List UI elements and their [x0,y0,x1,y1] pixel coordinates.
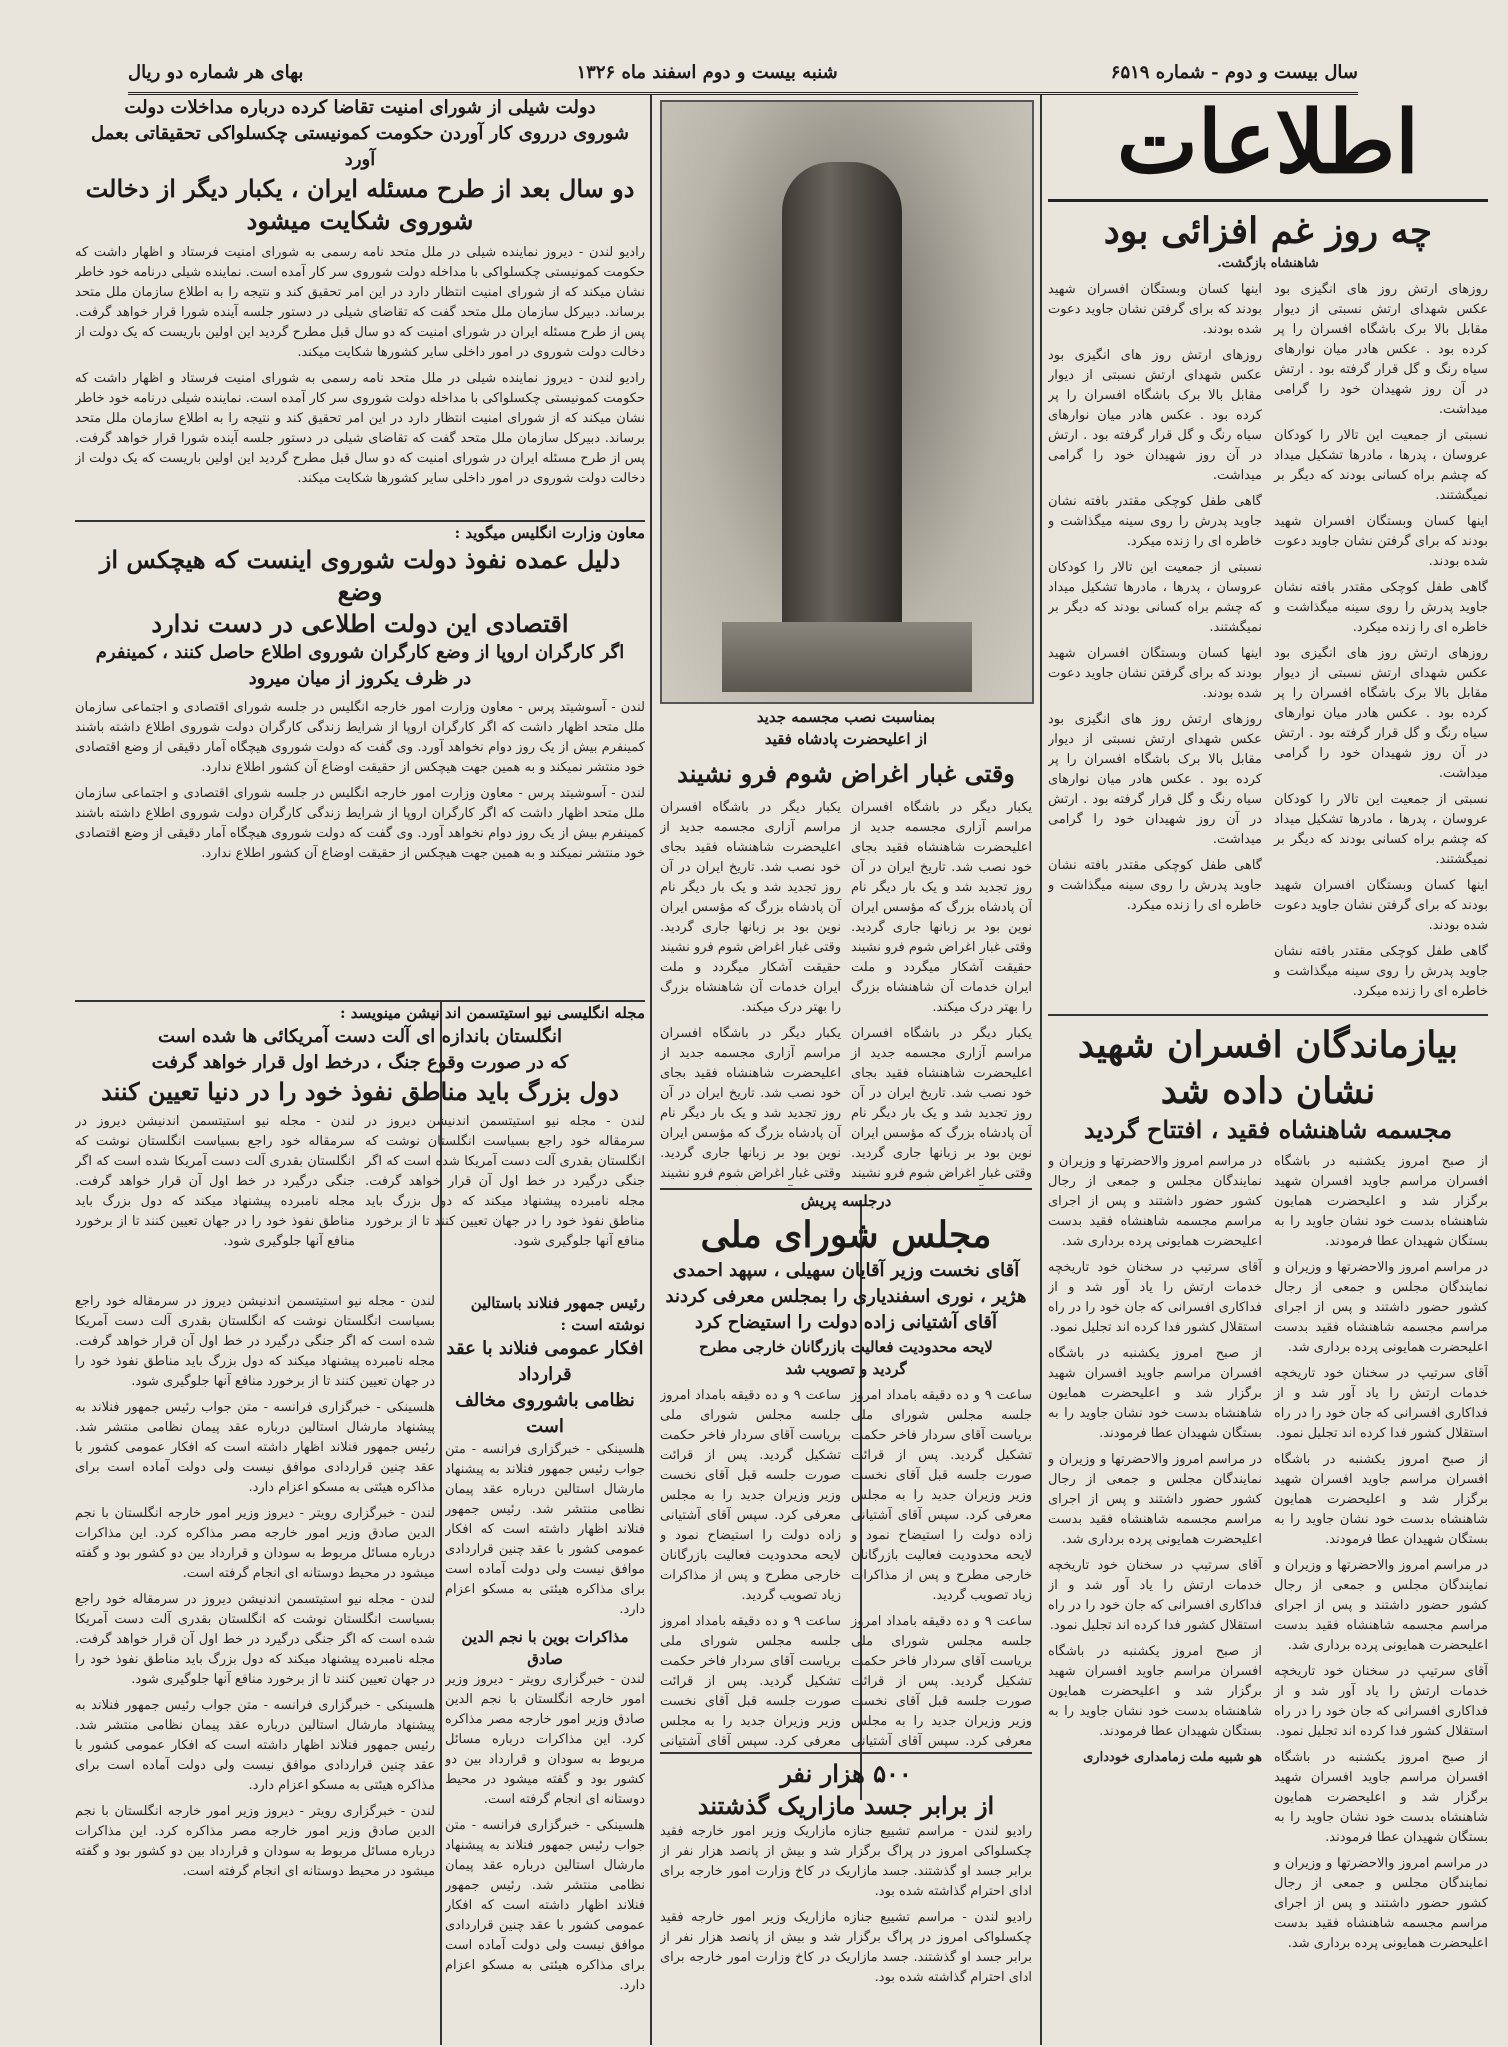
photo-caption-2: از اعلیحضرت پادشاه فقید [764,730,928,748]
paragraph: رادیو لندن - دیروز نماینده شیلی در ملل متحد نامه رسمی به شورای امنیت فرستاد و اظهار داشت که حکومت کمونیستی چکسلواکی با مداخله دولت شوروی سر کار آمده است. نماینده شیلی درنامه خود خاطر نشان میکند که از شورای امنیت انتظار دارد در این امر تحقیق کند و نتیجه را به اطلاع سازمان ملل متحد برساند. دبیرکل سازمان ملل متحد گفت که تقاضای شیلی در دستور جلسه آینده شورا قرار خواهد گرفت. پس از طرح مسئله ایران در شورای امنیت که دو سال قبل مطرح گردید این اولین باریست که یک دولت از دخالت دولت شوروی در امور داخلی سایر کشورها شکایت میکند. [75,245,645,360]
paragraph: یکبار دیگر در باشگاه افسران مراسم آزاری مجسمه جدید از اعلیحضرت شاهنشاه فقید بجای خود نصب شد. تاریخ ایران در آن روز تجدید شد و یک بار دیگر نام آن پادشاه بزرگ که مؤسس ایران نوین بود بر زبانها جاری گردید. وقتی غبار اغراض شوم فرو نشیند حقیقت آشکار میگردد و ملت ایران خدمات آن شاهنشاه بزرگ را بهتر درک میکند. [660,800,841,1015]
paragraph: گاهی طفل کوچکی مقتدر بافته نشان جاوید پدرش را روی سینه میگذاشت و خاطره ای را زنده میکرد. [1048,494,1262,549]
paragraph: یکبار دیگر در باشگاه افسران مراسم آزاری مجسمه جدید از اعلیحضرت شاهنشاه فقید بجای خود نصب شد. تاریخ ایران در آن روز تجدید شد و یک بار دیگر نام آن پادشاه بزرگ که مؤسس ایران نوین بود بر زبانها جاری گردید. وقتی غبار اغراض شوم فرو نشیند [851,1026,1032,1181]
headline: شوروی درروی کار آوردن حکومت کمونیستی چکسلواکی تحقیقاتی بعمل آورد [91,123,629,170]
headline: که در صورت وقوع جنگ ، درخط اول قرار خواهد گرفت [151,1052,569,1073]
paragraph: از صبح امروز یکشنبه در باشگاه افسران مراسم جاوید افسران شهید برگزار شد و اعلیحضرت همایون شاهنشاه بدست خود نشان جاوید را به بستگان شهیدان عطا فرمودند. [1274,1154,1488,1249]
headline: نظامی باشوروی مخالف است [455,1390,635,1437]
headline: چه روز غم افزائی بود [1103,210,1433,252]
headline: در ظرف یکروز از میان میرود [248,668,472,689]
majlis-sub: گردید و تصویب شد [785,1360,907,1378]
masaryk-headline-2: از برابر جسد مازاریک گذشتند [697,1791,995,1820]
footer-line: هو شبیه ملت زمامداری خودداری [1083,1750,1262,1765]
headline: اقتصادی این دولت اطلاعی در دست ندارد [151,609,569,638]
headline: اگر کارگران اروپا از وضع کارگران شوروی اطلاع حاصل کنند ، کمینفرم [95,642,625,663]
subline: شاهنشاه بازگشت. [1217,256,1319,271]
paragraph: هلسینکی - خبرگزاری فرانسه - متن جواب رئیس جمهور فنلاند به پیشنهاد مارشال استالین درباره عقد پیمان نظامی منتشر شد. رئیس جمهور فنلاند اظهار داشته است که افکار عمومی کشور با عقد چنین قراردادی موافق نیست ولی دولت آماده است برای مذاکره هیئتی به مسکو اعزام دارد. [75,1400,435,1495]
paragraph: در مراسم امروز والاحضرتها و وزیران و نمایندگان مجلس و جمعی از رجال کشور حضور داشتند و پس از اجرای مراسم مجسمه شاهنشاه فقید بدست اعلیحضرت همایونی پرده برداری شد. [1048,1452,1262,1547]
headline-2: بیازماندگان افسران شهید [1077,1024,1459,1066]
paragraph: در مراسم امروز والاحضرتها و وزیران و نمایندگان مجلس و جمعی از رجال کشور حضور داشتند و پس از اجرای مراسم مجسمه شاهنشاه فقید بدست اعلیحضرت همایونی پرده برداری شد. [1274,1856,1488,1951]
article-new-statesman [75,1000,645,1292]
left-filler-column [75,1292,435,2032]
paragraph: از صبح امروز یکشنبه در باشگاه افسران مراسم جاوید افسران شهید برگزار شد و اعلیحضرت همایون شاهنشاه بدست خود نشان جاوید را به بستگان شهیدان عطا فرمودند. [1274,1750,1488,1845]
headline: دو سال بعد از طرح مسئله ایران ، یکبار دیگر از دخالت [85,174,635,203]
masaryk-article [660,1752,1032,2034]
paragraph: لندن - مجله نیو استیتسمن اندنیشن دیروز در سرمقاله خود راجع بسیاست انگلستان نوشت که انگلستان بقدری آلت دست آمریکا شده است که اگر جنگی درگیرد در خط اول آن قرار خواهد گرفت. مجله نامبرده پیشنهاد میکند که دول بزرگ باید مناطق نفوذ خود را در جهان تعیین کنند تا از برخورد منافع آنها جلوگیری شود. [75,1592,435,1687]
paragraph: در مراسم امروز والاحضرتها و وزیران و نمایندگان مجلس و جمعی از رجال کشور حضور داشتند و پس از اجرای مراسم مجسمه شاهنشاه فقید بدست اعلیحضرت همایونی پرده برداری شد. [1274,1558,1488,1653]
paragraph: در مراسم امروز والاحضرتها و وزیران و نمایندگان مجلس و جمعی از رجال کشور حضور داشتند و پس از اجرای مراسم مجسمه شاهنشاه فقید بدست اعلیحضرت همایونی پرده برداری شد. [1274,1260,1488,1355]
paragraph: رادیو لندن - مراسم تشییع جنازه مازاریک وزیر امور خارجه فقید چکسلواکی امروز در پراگ برگزار شد و بیش از پانصد هزار نفر از برابر جسد او گذشتند. جسد مازاریک در کاخ وزارت امور خارجه برای ادای احترام گذاشته شده بود. [660,1824,1032,1899]
issue-date: شنبه بیست و دوم اسفند ماه ۱۳۲۶ [576,61,838,83]
paragraph: از صبح امروز یکشنبه در باشگاه افسران مراسم جاوید افسران شهید برگزار شد و اعلیحضرت همایون شاهنشاه بدست خود نشان جاوید را به بستگان شهیدان عطا فرمودند. [1274,1452,1488,1547]
headline: شوروی شکایت میشود [246,206,474,235]
paragraph: آقای سرتیپ در سخنان خود تاریخچه خدمات ارتش را یاد آور شد و از فداکاری افسرانی که جان خود را در راه استقلال کشور فدا کرده اند تجلیل نمود. [1048,1558,1262,1633]
statue-photo [660,100,1034,704]
paragraph: از صبح امروز یکشنبه در باشگاه افسران مراسم جاوید افسران شهید برگزار شد و اعلیحضرت همایون شاهنشاه بدست خود نشان جاوید را به بستگان شهیدان عطا فرمودند. [1048,1644,1262,1739]
right-column [1048,95,1488,2045]
paragraph: لندن - خبرگزاری رویتر - دیروز وزیر امور خارجه انگلستان با نجم الدین صادق وزیر امور خارجه مصر مذاکره کرد. این مذاکرات درباره مسائل مربوط به سودان و قرارداد بین دو کشور بود و گفته میشود در محیط دوستانه ای انجام گرفته است. [75,1506,435,1581]
paragraph: لندن - خبرگزاری رویتر - دیروز وزیر امور خارجه انگلستان با نجم الدین صادق وزیر امور خارجه مصر مذاکره کرد. این مذاکرات درباره مسائل مربوط به سودان و قرارداد بین دو کشور بود و گفته میشود در محیط دوستانه ای انجام گرفته است. [445,1672,645,1807]
headline: دول بزرگ باید مناطق نفوذ خود را در دنیا تعیین کنند [101,1077,619,1106]
paragraph: از صبح امروز یکشنبه در باشگاه افسران مراسم جاوید افسران شهید برگزار شد و اعلیحضرت همایون شاهنشاه بدست خود نشان جاوید را به بستگان شهیدان عطا فرمودند. [1048,1346,1262,1441]
center-column [660,706,1032,1186]
top-article [75,95,645,515]
subheadline: مذاکرات بوین با نجم الدین صادق [461,1628,629,1668]
paragraph: روزهای ارتش روز های انگیزی بود عکس شهدای ارتش نسبتی از دیوار مقابل بالا برک باشگاه افسران را پر کرده بود . عکس هادر میان نوارهای سیاه رنگ و گل قرار گرفته بود . ارتش در آن روز شهیدان خود را گرامی میداشت. [1048,712,1262,847]
majlis-sub: آقای آشتیانی زاده دولت را استیضاح کرد [694,1312,998,1333]
paragraph: لندن - آسوشیتد پرس - معاون وزارت امور خارجه انگلیس در جلسه شورای اقتصادی و اجتماعی سازمان ملل متحد اظهار داشت که اگر کارگران اروپا از شرایط زندگی کارگران دولت شوروی اطلاع داشته باشند کمینفرم بیش از یک روز دوام نخواهد آورد. وی گفت که دولت شوروی هیچگاه آمار دقیقی از وضع اقتصادی خود منتشر نمیکند و به همین جهت هیچکس از حقیقت اوضاع آن کشور اطلاع ندارد. [75,786,645,861]
statue-base [722,622,972,692]
paragraph: روزهای ارتش روز های انگیزی بود عکس شهدای ارتش نسبتی از دیوار مقابل بالا برک باشگاه افسران را پر کرده بود . عکس هادر میان نوارهای سیاه رنگ و گل قرار گرفته بود . ارتش در آن روز شهیدان خود را گرامی میداشت. [1274,282,1488,417]
column-rule [650,95,652,2045]
majlis-article [660,1188,1032,1750]
kicker: درجلسه پریش [800,1192,892,1210]
header-bar [128,52,1358,95]
photo-caption: بمناسبت نصب مجسمه جدید [756,708,936,726]
paragraph: یکبار دیگر در باشگاه افسران مراسم آزاری مجسمه جدید از اعلیحضرت شاهنشاه فقید بجای خود نصب شد. تاریخ ایران در آن روز تجدید شد و یک بار دیگر نام آن پادشاه بزرگ که مؤسس ایران نوین بود بر زبانها جاری گردید. وقتی غبار اغراض شوم فرو نشیند [660,1026,841,1181]
paragraph: روزهای ارتش روز های انگیزی بود عکس شهدای ارتش نسبتی از دیوار مقابل بالا برک باشگاه افسران را پر کرده بود . عکس هادر میان نوارهای سیاه رنگ و گل قرار گرفته بود . ارتش در آن روز شهیدان خود را گرامی میداشت. [1048,348,1262,483]
article-finland [445,1292,645,2032]
paragraph: لندن - مجله نیو استیتسمن اندنیشن دیروز در سرمقاله خود راجع بسیاست انگلستان نوشت که انگلستان بقدری آلت دست آمریکا شده است که اگر جنگی درگیرد در خط اول آن قرار خواهد گرفت. مجله نامبرده پیشنهاد میکند که دول بزرگ باید مناطق نفوذ خود را در جهان تعیین کنند تا از برخورد منافع آنها جلوگیری شود. [75,1294,435,1389]
paragraph: لندن - مجله نیو استیتسمن اندنیشن دیروز در سرمقاله خود راجع بسیاست انگلستان نوشت که انگلستان بقدری آلت دست آمریکا شده است که اگر جنگی درگیرد در خط اول آن قرار خواهد گرفت. مجله نامبرده پیشنهاد میکند که دول بزرگ باید مناطق نفوذ خود را در جهان تعیین کنند تا از برخورد منافع آنها جلوگیری شود. [75,1114,355,1249]
paragraph: ساعت ۹ و ده دقیقه بامداد امروز جلسه مجلس شورای ملی بریاست آقای سردار فاخر حکمت تشکیل گردید. پس از قرائت صورت جلسه قبل آقای نخست وزیر وزیران جدید را به مجلس معرفی کرد. سپس آقای آشتیانی [851,1614,1032,1749]
headline: دلیل عمده نفوذ دولت شوروی اینست که هیچکس از وضع [99,545,621,606]
paragraph: آقای سرتیپ در سخنان خود تاریخچه خدمات ارتش را یاد آور شد و از فداکاری افسرانی که جان خود را در راه استقلال کشور فدا کرده اند تجلیل نمود. [1048,1260,1262,1335]
headline-2b: نشان داده شد [1160,1070,1376,1112]
paragraph: گاهی طفل کوچکی مقتدر بافته نشان جاوید پدرش را روی سینه میگذاشت و خاطره ای را زنده میکرد. [1048,858,1262,913]
paragraph: اینها کسان وبستگان افسران شهید بودند که برای گرفتن نشان جاوید دعوت شده بودند. [1048,282,1262,337]
paragraph: روزهای ارتش روز های انگیزی بود عکس شهدای ارتش نسبتی از دیوار مقابل بالا برک باشگاه افسران را پر کرده بود . عکس هادر میان نوارهای سیاه رنگ و گل قرار گرفته بود . ارتش در آن روز شهیدان خود را گرامی میداشت. [1274,646,1488,781]
paragraph: هلسینکی - خبرگزاری فرانسه - متن جواب رئیس جمهور فنلاند به پیشنهاد مارشال استالین درباره عقد پیمان نظامی منتشر شد. رئیس جمهور فنلاند اظهار داشته است که افکار عمومی کشور با عقد چنین قراردادی موافق نیست ولی دولت آماده است برای مذاکره هیئتی به مسکو اعزام دارد. [445,1818,645,1993]
paragraph: آقای سرتیپ در سخنان خود تاریخچه خدمات ارتش را یاد آور شد و از فداکاری افسرانی که جان خود را در راه استقلال کشور فدا کرده اند تجلیل نمود. [1274,1366,1488,1441]
kicker: رئیس جمهور فنلاند باستالین نوشته است : [470,1294,645,1334]
majlis-sub: آقای نخست وزیر آقایان سهیلی ، سپهد احمدی [672,1260,1020,1281]
paragraph: لندن - مجله نیو استیتسمن اندنیشن دیروز در سرمقاله خود راجع بسیاست انگلستان نوشت که انگلستان بقدری آلت دست آمریکا شده است که اگر جنگی درگیرد در خط اول آن قرار خواهد گرفت. مجله نامبرده پیشنهاد میکند که دول بزرگ باید مناطق نفوذ خود را در جهان تعیین کنند تا از برخورد منافع آنها جلوگیری شود. [365,1114,645,1249]
paragraph: اینها کسان وبستگان افسران شهید بودند که برای گرفتن نشان جاوید دعوت شده بودند. [1048,646,1262,701]
paragraph: گاهی طفل کوچکی مقتدر بافته نشان جاوید پدرش را روی سینه میگذاشت و خاطره ای را زنده میکرد. [1274,944,1488,999]
paragraph: لندن - خبرگزاری رویتر - دیروز وزیر امور خارجه انگلستان با نجم الدین صادق وزیر امور خارجه مصر مذاکره کرد. این مذاکرات درباره مسائل مربوط به سودان و قرارداد بین دو کشور بود و گفته میشود در محیط دوستانه ای انجام گرفته است. [75,1804,435,1879]
center-headline: وقتی غبار اغراض شوم فرو نشیند [677,759,1015,788]
paragraph: رادیو لندن - دیروز نماینده شیلی در ملل متحد نامه رسمی به شورای امنیت فرستاد و اظهار داشت که حکومت کمونیستی چکسلواکی با مداخله دولت شوروی سر کار آمده است. نماینده شیلی درنامه خود خاطر نشان میکند که از شورای امنیت انتظار دارد در این امر تحقیق کند و نتیجه را به اطلاع سازمان ملل متحد برساند. دبیرکل سازمان ملل متحد گفت که تقاضای شیلی در دستور جلسه آینده شورا قرار خواهد گرفت. پس از طرح مسئله ایران در شورای امنیت که دو سال قبل مطرح گردید این اولین باریست که یک دولت از دخالت دولت شوروی در امور داخلی سایر کشورها شکایت میکند. [75,371,645,486]
paragraph: رادیو لندن - مراسم تشییع جنازه مازاریک وزیر امور خارجه فقید چکسلواکی امروز در پراگ برگزار شد و بیش از پانصد هزار نفر از برابر جسد او گذشتند. جسد مازاریک در کاخ وزارت امور خارجه برای ادای احترام گذاشته شده بود. [660,1910,1032,1985]
kicker: معاون وزارت انگلیس میگوید : [454,524,645,542]
majlis-sub: هژیر ، نوری اسفندیاری را بمجلس معرفی کردند [665,1286,1027,1307]
paragraph: گاهی طفل کوچکی مقتدر بافته نشان جاوید پدرش را روی سینه میگذاشت و خاطره ای را زنده میکرد. [1274,580,1488,635]
paragraph: لندن - آسوشیتد پرس - معاون وزارت امور خارجه انگلیس در جلسه شورای اقتصادی و اجتماعی سازمان ملل متحد اظهار داشت که اگر کارگران اروپا از شرایط زندگی کارگران دولت شوروی اطلاع داشته باشند کمینفرم بیش از یک روز دوام نخواهد آورد. وی گفت که دولت شوروی هیچگاه آمار دقیقی از وضع اقتصادی خود منتشر نمیکند و به همین جهت هیچکس از حقیقت اوضاع آن کشور اطلاع ندارد. [75,700,645,775]
headline: افکار عمومی فنلاند با عقد قرارداد [446,1338,644,1385]
headline-3: مجسمه شاهنشاه فقید ، افتتاح گردید [1083,1115,1453,1144]
paragraph: ساعت ۹ و ده دقیقه بامداد امروز جلسه مجلس شورای ملی بریاست آقای سردار فاخر حکمت تشکیل گردید. پس از قرائت صورت جلسه قبل آقای نخست وزیر وزیران جدید را به مجلس معرفی کرد. سپس آقای آشتیانی زاده دولت را استیضاح نمود و لایحه محدودیت فعالیت بازرگانان خارجی مطرح و پس از مذاکرات زیاد تصویب گردید. [851,1388,1032,1603]
kicker: مجله انگلیسی نیو استیتسمن اند نیشن مینویسد : [339,1004,645,1022]
article-uk-minister [75,520,645,997]
paragraph: ساعت ۹ و ده دقیقه بامداد امروز جلسه مجلس شورای ملی بریاست آقای سردار فاخر حکمت تشکیل گردید. پس از قرائت صورت جلسه قبل آقای نخست وزیر وزیران جدید را به مجلس معرفی کرد. سپس آقای آشتیانی [660,1614,841,1749]
paragraph: در مراسم امروز والاحضرتها و وزیران و نمایندگان مجلس و جمعی از رجال کشور حضور داشتند و پس از اجرای مراسم مجسمه شاهنشاه فقید بدست اعلیحضرت همایونی پرده برداری شد. [1048,1154,1262,1249]
statue-figure [782,162,902,632]
paragraph: نسبتی از جمعیت این تالار را کودکان عروسان ، پدرها ، مادرها تشکیل میداد که چشم براه کسانی بودند که دیگر بر نمیگشتند. [1274,428,1488,503]
headline: دولت شیلی از شورای امنیت تقاضا کرده درباره مداخلات دولت [124,97,596,118]
paragraph: اینها کسان وبستگان افسران شهید بودند که برای گرفتن نشان جاوید دعوت شده بودند. [1274,878,1488,933]
paragraph: هلسینکی - خبرگزاری فرانسه - متن جواب رئیس جمهور فنلاند به پیشنهاد مارشال استالین درباره عقد پیمان نظامی منتشر شد. رئیس جمهور فنلاند اظهار داشته است که افکار عمومی کشور با عقد چنین قراردادی موافق نیست ولی دولت آماده است برای مذاکره هیئتی به مسکو اعزام دارد. [75,1698,435,1793]
paragraph: اینها کسان وبستگان افسران شهید بودند که برای گرفتن نشان جاوید دعوت شده بودند. [1274,514,1488,569]
masthead: اطلاعات [1116,95,1420,193]
paragraph: یکبار دیگر در باشگاه افسران مراسم آزاری مجسمه جدید از اعلیحضرت شاهنشاه فقید بجای خود نصب شد. تاریخ ایران در آن روز تجدید شد و یک بار دیگر نام آن پادشاه بزرگ که مؤسس ایران نوین بود بر زبانها جاری گردید. وقتی غبار اغراض شوم فرو نشیند حقیقت آشکار میگردد و ملت ایران خدمات آن شاهنشاه بزرگ را بهتر درک میکند. [851,800,1032,1015]
issue-number: سال بیست و دوم - شماره ۶۵۱۹ [1110,61,1358,83]
issue-price: بهای هر شماره دو ریال [128,61,304,83]
paragraph: هلسینکی - خبرگزاری فرانسه - متن جواب رئیس جمهور فنلاند به پیشنهاد مارشال استالین درباره عقد پیمان نظامی منتشر شد. رئیس جمهور فنلاند اظهار داشته است که افکار عمومی کشور با عقد چنین قراردادی موافق نیست ولی دولت آماده است برای مذاکره هیئتی به مسکو اعزام دارد. [445,1442,645,1617]
headline: انگلستان باندازه ای آلت دست آمریکائی ها شده است [157,1026,563,1047]
paragraph: نسبتی از جمعیت این تالار را کودکان عروسان ، پدرها ، مادرها تشکیل میداد که چشم براه کسانی بودند که دیگر بر نمیگشتند. [1274,792,1488,867]
column-rule [1040,95,1042,2045]
paragraph: ساعت ۹ و ده دقیقه بامداد امروز جلسه مجلس شورای ملی بریاست آقای سردار فاخر حکمت تشکیل گردید. پس از قرائت صورت جلسه قبل آقای نخست وزیر وزیران جدید را به مجلس معرفی کرد. سپس آقای آشتیانی زاده دولت را استیضاح نمود و لایحه محدودیت فعالیت بازرگانان خارجی مطرح و پس از مذاکرات زیاد تصویب گردید. [660,1388,841,1603]
majlis-sub: لایحه محدودیت فعالیت بازرگانان خارجی مطرح [699,1338,993,1356]
masaryk-headline-1: ۵۰۰ هزار نفر [780,1759,912,1788]
majlis-headline: مجلس شورای ملی [700,1214,992,1256]
paragraph: آقای سرتیپ در سخنان خود تاریخچه خدمات ارتش را یاد آور شد و از فداکاری افسرانی که جان خود را در راه استقلال کشور فدا کرده اند تجلیل نمود. [1274,1664,1488,1739]
paragraph: نسبتی از جمعیت این تالار را کودکان عروسان ، پدرها ، مادرها تشکیل میداد که چشم براه کسانی بودند که دیگر بر نمیگشتند. [1048,560,1262,635]
